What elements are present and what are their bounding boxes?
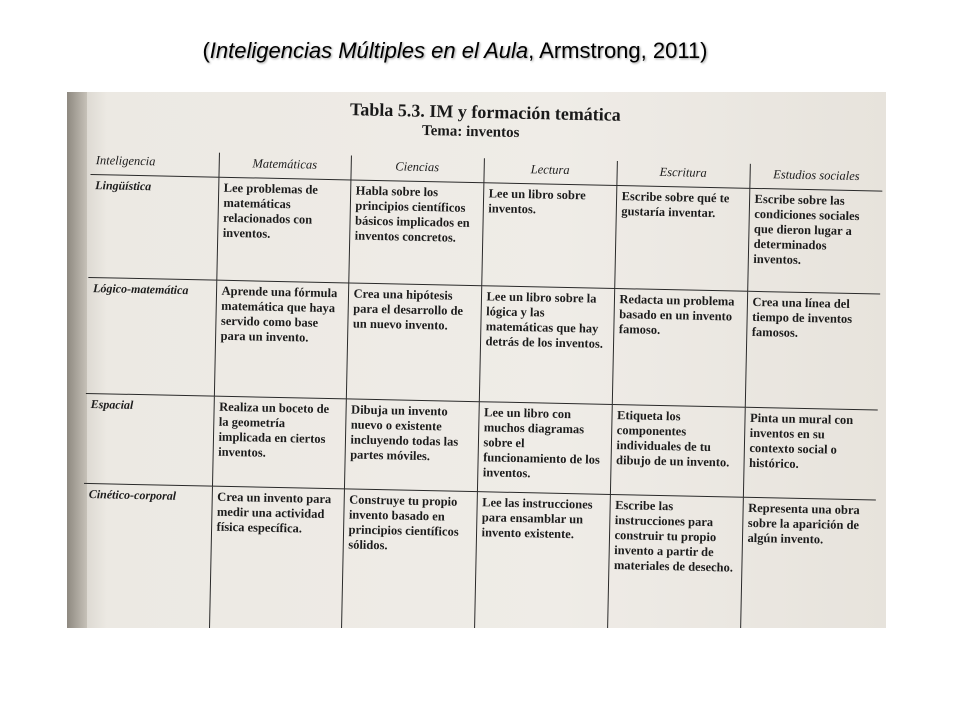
table-cell: Lee las instrucciones para ensamblar un invento existente.: [474, 491, 610, 628]
table-row: [81, 483, 876, 628]
table-cell: Lee problemas de matemáticas relacionados con inventos.: [216, 177, 350, 283]
table-cell: Pinta un mural con inventos en su contexto social o histórico.: [743, 408, 878, 500]
table-cell: Aprende una fórmula matemática que haya servido como base para un invento.: [214, 280, 348, 399]
row-intelligence-label: Cinético-corporal: [81, 483, 212, 628]
table-cell: Crea una hipótesis para el desarrollo de un nuevo invento.: [346, 283, 481, 402]
table-cell: Escribe sobre las condiciones sociales que dieron lugar a determinados inventos.: [747, 188, 882, 294]
table-cell: Realiza un boceto de la geometría implicada en ciertos inventos.: [212, 397, 346, 489]
table-row: [88, 174, 882, 294]
header-inteligencia: Inteligencia: [90, 150, 218, 177]
header-ciencias: Ciencias: [350, 155, 483, 182]
table-cell: Habla sobre los principios científicos básicos implicados en inventos concretos.: [348, 180, 483, 286]
table-cell: Lee un libro sobre la lógica y las matemáticas que hay detrás de los inventos.: [479, 286, 614, 405]
caption-open-paren: (: [202, 38, 210, 63]
header-escritura: Escritura: [616, 161, 749, 188]
table-cell: Lee un libro sobre inventos.: [481, 183, 616, 289]
caption-book-title: Inteligencias Múltiples en el Aula: [209, 38, 529, 63]
intelligence-theme-table: [81, 150, 883, 628]
row-intelligence-label: Lingüística: [88, 174, 218, 280]
table-cell: Escribe las instrucciones para construir tu propio invento a partir de materiales de desecho.: [607, 494, 743, 628]
table-cell: Crea una línea del tiempo de inventos famosos.: [745, 291, 880, 410]
table-cell: Representa una obra sobre la aparición de algún invento.: [740, 497, 876, 628]
book-table-title: Tabla 5.3. IM y formación temática: [349, 99, 622, 125]
table-row: [86, 278, 880, 411]
header-estudios-sociales: Estudios sociales: [749, 164, 882, 191]
table-cell: Etiqueta los componentes individuales de tu dibujo de un invento.: [610, 405, 745, 497]
table-cell: Escribe sobre qué te gustaría inventar.: [614, 185, 749, 291]
table-cell: Construye tu propio invento basado en principios científicos sólidos.: [341, 488, 477, 628]
table-row: [84, 394, 878, 500]
header-lectura: Lectura: [483, 158, 616, 185]
table-cell: Crea un invento para medir una actividad física específica.: [209, 486, 344, 628]
caption-author-year: , Armstrong, 2011): [528, 38, 708, 63]
table-cell: Lee un libro con muchos diagramas sobre el funcionamiento de los inventos.: [477, 402, 612, 494]
slide-caption: [0, 38, 910, 64]
table-cell: Dibuja un invento nuevo o existente incluyendo todas las partes móviles.: [344, 399, 479, 491]
header-matematicas: Matemáticas: [218, 153, 350, 180]
table-cell: Redacta un problema basado en un invento famoso.: [612, 289, 747, 408]
scanned-book-page: [67, 92, 886, 628]
row-intelligence-label: Lógico-matemática: [86, 278, 216, 397]
book-theme-subtitle: Tema: inventos: [421, 122, 520, 142]
row-intelligence-label: Espacial: [84, 394, 214, 486]
